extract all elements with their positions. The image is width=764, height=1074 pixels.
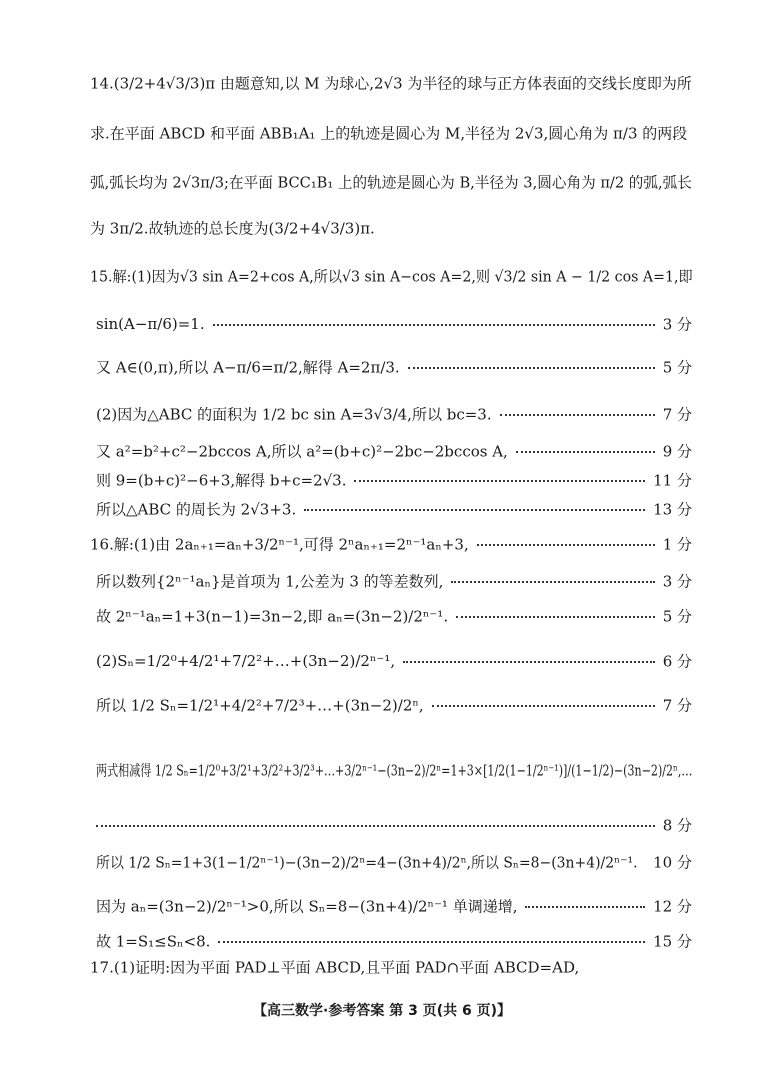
answer-line (0, 561, 764, 601)
line-text: 故 2ⁿ⁻¹aₙ=1+3(n−1)=3n−2,即 aₙ=(3n−2)/2ⁿ⁻¹. (96, 607, 449, 626)
line-text: 又 A∈(0,π),所以 A−π/6=π/2,解得 A=2π/3. (96, 358, 400, 377)
dot-leader (525, 906, 645, 908)
dot-leader (451, 581, 655, 583)
dot-leader (354, 480, 645, 482)
page-footer: 【高三数学·参考答案 第 3 页(共 6 页)】 (253, 1003, 511, 1019)
score-label: 5 分 (662, 358, 692, 377)
answer-line (0, 685, 764, 725)
score-label: 7 分 (662, 696, 692, 715)
answer-line (0, 641, 764, 681)
score-label: 1 分 (662, 535, 692, 554)
answer-line (0, 842, 764, 882)
line-text: 所以△ABC 的周长为 2√3+3. (96, 500, 297, 519)
answer-line (0, 394, 764, 434)
score-label: 6 分 (662, 652, 692, 671)
answer-line (0, 63, 764, 103)
answer-line (0, 596, 764, 636)
score-label: 13 分 (653, 500, 692, 519)
score-label: 3 分 (662, 572, 692, 591)
dot-leader (408, 367, 655, 369)
line-text: 则 9=(b+c)²−6+3,解得 b+c=2√3. (96, 471, 347, 490)
answer-line (0, 489, 764, 529)
line-text: 求.在平面 ABCD 和平面 ABB₁A₁ 上的轨迹是圆心为 M,半径为 2√3,圆心角为 π/3 的两段 (90, 124, 688, 143)
line-text: (2)Sₙ=1/2⁰+4/2¹+7/2²+…+(3n−2)/2ⁿ⁻¹, (96, 652, 396, 670)
score-label: 10 分 (653, 853, 692, 872)
dot-leader (432, 705, 655, 707)
line-text: 又 a²=b²+c²−2bccos A,所以 a²=(b+c)²−2bc−2bccos A, (96, 442, 508, 461)
line-text: 为 3π/2.故轨迹的总长度为(3/2+4√3/3)π. (90, 219, 375, 238)
dot-leader (500, 414, 655, 416)
score-label: 11 分 (653, 471, 692, 490)
line-text: 因为 aₙ=(3n−2)/2ⁿ⁻¹>0,所以 Sₙ=8−(3n+4)/2ⁿ⁻¹ 单调递增, (96, 897, 518, 916)
line-text: 17.(1)证明:因为平面 PAD⊥平面 ABCD,且平面 PAD∩平面 ABCD=AD, (90, 958, 580, 977)
answer-line (0, 750, 764, 790)
line-text: sin(A−π/6)=1. (96, 315, 205, 333)
score-label: 3 分 (662, 315, 692, 334)
line-text: 所以 1/2 Sₙ=1/2¹+4/2²+7/2³+…+(3n−2)/2ⁿ, (96, 696, 424, 715)
answer-line (0, 947, 764, 987)
line-text: (2)因为△ABC 的面积为 1/2 bc sin A=3√3/4,所以 bc=3. (96, 405, 492, 424)
line-text: 所以数列{2ⁿ⁻¹aₙ}是首项为 1,公差为 3 的等差数列, (96, 572, 444, 591)
dot-leader (96, 825, 655, 827)
answer-line (0, 162, 764, 202)
dot-leader (403, 661, 655, 663)
answer-line (0, 113, 764, 153)
answer-line (0, 805, 764, 845)
line-text: 两式相减得 1/2 Sₙ=1/2⁰+3/2¹+3/2²+3/2³+…+3/2ⁿ⁻¹−(3n−2)/2ⁿ=1+3×[1/2(1−1/2ⁿ⁻¹)]/(1−1/2)−(3n−2)/2ⁿ,… (96, 761, 693, 780)
dot-leader (456, 616, 655, 618)
line-text: 14.(3/2+4√3/3)π 由题意知,以 M 为球心,2√3 为半径的球与正方体表面的交线长度即为所 (90, 74, 692, 93)
dot-leader (516, 451, 655, 453)
score-label: 15 分 (653, 932, 692, 951)
line-text: 所以 1/2 Sₙ=1+3(1−1/2ⁿ⁻¹)−(3n−2)/2ⁿ=4−(3n+4)/2ⁿ,所以 Sₙ=8−(3n+4)/2ⁿ⁻¹. (96, 853, 638, 872)
answer-line (0, 347, 764, 387)
score-label: 7 分 (662, 405, 692, 424)
dot-leader (218, 941, 645, 943)
answer-line (0, 256, 764, 296)
line-text: 15.解:(1)因为√3 sin A=2+cos A,所以√3 sin A−cos A=2,则 √3/2 sin A − 1/2 cos A=1,即 (90, 267, 693, 286)
line-text: 故 1=S₁≤Sₙ<8. (96, 932, 211, 951)
dot-leader (477, 544, 655, 546)
answer-line (0, 524, 764, 564)
score-label: 12 分 (653, 897, 692, 916)
answer-line (0, 208, 764, 248)
dot-leader (213, 324, 655, 326)
answer-line (0, 304, 764, 344)
answer-line (0, 886, 764, 926)
dot-leader (304, 509, 645, 511)
score-label: 8 分 (662, 816, 692, 835)
line-text: 弧,弧长均为 2√3π/3;在平面 BCC₁B₁ 上的轨迹是圆心为 B,半径为 3,圆心角为 π/2 的弧,弧长 (90, 173, 692, 192)
line-text: 16.解:(1)由 2aₙ₊₁=aₙ+3/2ⁿ⁻¹,可得 2ⁿaₙ₊₁=2ⁿ⁻¹aₙ+3, (90, 535, 469, 554)
score-label: 5 分 (662, 607, 692, 626)
score-label: 9 分 (662, 442, 692, 461)
